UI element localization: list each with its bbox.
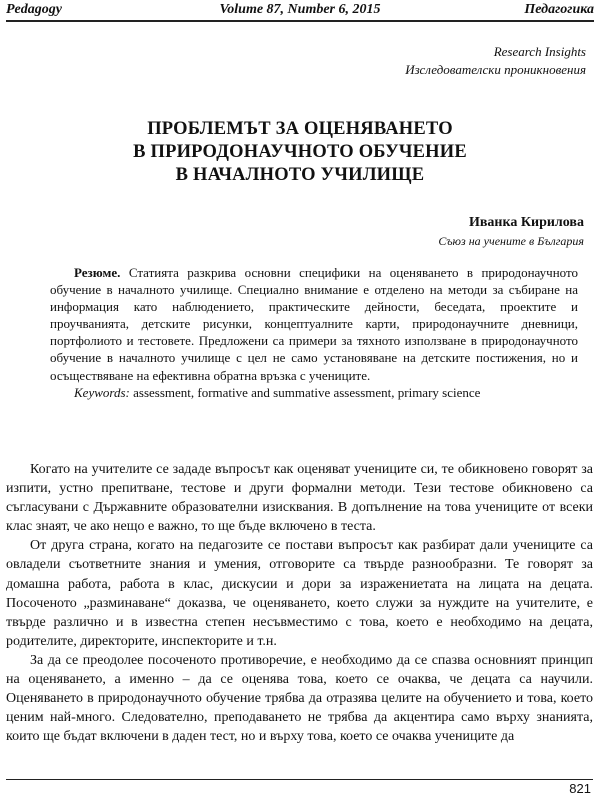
title-line-1: ПРОБЛЕМЪТ ЗА ОЦЕНЯВАНЕТО — [147, 119, 453, 139]
body-paragraph: За да се преодолее посоченото противоречие, е необходимо да се спазва основният принцип на оценяването, а именно – да се оценява това, което се очаква, че децата са научили. Оценяването в природонаучното обучение трябва да отразява целите на обучението и това, което ценим най-много. Следователно, преподаването не трябва да акцентира само върху знанията, които ще бъдат включени в даден тест, но и върху това, което се очаква учениците да — [6, 652, 593, 745]
article-body — [6, 460, 593, 746]
title-line-2: В ПРИРОДОНАУЧНОТО ОБУЧЕНИЕ — [133, 142, 467, 162]
page-number: 821 — [569, 781, 591, 796]
body-paragraph: От друга страна, когато на педагозите се постави въпросът как разбират дали учениците са овладели съответните знания и умения, отговорите са твърде разнообразни. Те говорят за домашна работа, работа в клас, дискусии и дори за изражениeтата на лицата на децата. Посоченото „разминаване“ доказва, че оценяването, което служи за нуждите на учителите, е твърде различно и в известна степен несъвместимо с това, което е необходимо на децата, родителите, директорите, инспекторите и т.н. — [6, 538, 593, 649]
footer-divider — [6, 779, 593, 780]
author-affiliation: Съюз на учените в България — [438, 234, 584, 248]
abstract-paragraph — [50, 264, 578, 384]
keywords-text: assessment, formative and summative assessment, primary science — [133, 384, 481, 400]
section-label — [405, 43, 586, 79]
article-title — [0, 118, 600, 187]
abstract — [50, 264, 578, 401]
keywords-label: Keywords: — [74, 384, 130, 400]
abstract-label: Резюме. — [74, 265, 121, 280]
journal-name-en: Pedagogy — [6, 2, 62, 17]
author-block — [438, 213, 584, 249]
journal-name-bg: Педагогика — [524, 2, 594, 17]
keywords-paragraph — [50, 384, 578, 401]
running-header — [6, 0, 594, 22]
section-label-en: Research Insights — [493, 44, 586, 59]
author-name: Иванка Кирилова — [468, 215, 584, 230]
abstract-text: Статията разкрива основни специфики на оценяването в природонаучното обучение в началното училище. Специално внимание е отделено на методи за събиране на информация като наблюдението, практическите дейности, беседата, проектите и проучванията, детските рисунки, концептуалните карти, природонаучните дневници, портфолиото и тестовете. Предложени са примери за тяхното използване в природонаучното обучение в началното училище с цел не само установяване на детските постижения, но и осъществяване на ефективна обратна връзка с учениците. — [50, 265, 579, 383]
section-label-bg: Изследователски проникновения — [405, 62, 586, 77]
volume-info: Volume 87, Number 6, 2015 — [219, 2, 381, 17]
body-paragraph: Когато на учителите се зададе въпросът как оценяват учениците си, те обикновено говорят за изпити, устно препитване, тестове и други формални методи. Тези тестове обикновено са съгласувани с Държавните образователни изисквания. В допълнение на това учениците от всеки клас знаят, че ако нещо е важно, то ще бъде включено в теста. — [6, 462, 593, 535]
title-line-3: В НАЧАЛНОТО УЧИЛИЩЕ — [175, 165, 425, 185]
